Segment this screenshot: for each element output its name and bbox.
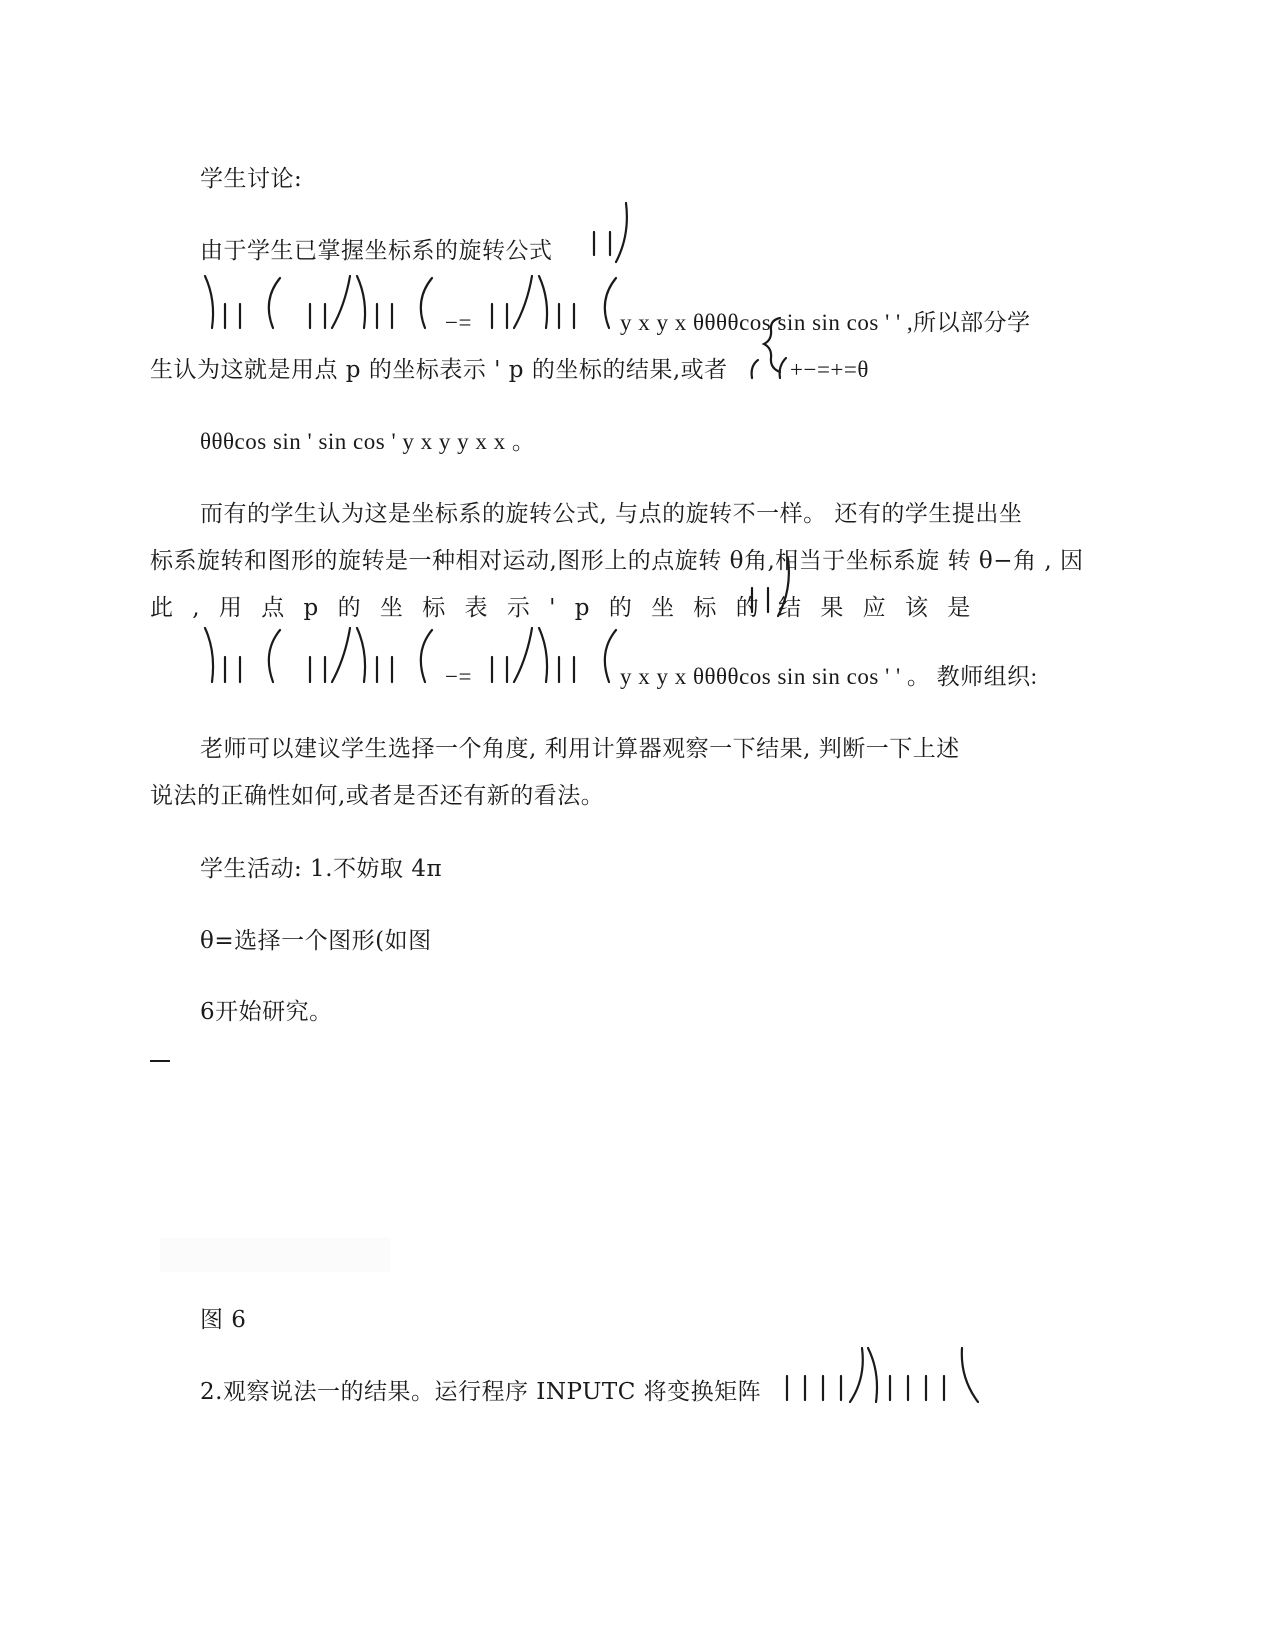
paragraph-line: θ=选择一个图形(如图 — [200, 928, 432, 954]
formula-fragment: y x y x θθθθcos sin sin cos ' ' ,所以部分学 — [620, 310, 1031, 335]
paragraph-line: 2.观察说法一的结果。运行程序 INPUTC 将变换矩阵 — [200, 1379, 762, 1405]
heading-student-discussion: 学生讨论: — [200, 166, 303, 192]
paragraph-line: 此 , 用 点 p 的 坐 标 表 示 ' p 的 坐 标 的 结 果 应 该 是 — [150, 595, 977, 621]
paragraph-line: 学生活动: 1.不妨取 4π — [200, 856, 443, 882]
paragraph-line: 说法的正确性如何,或者是否还有新的看法。 — [150, 783, 605, 809]
paragraph-line: 老师可以建议学生选择一个角度, 利用计算器观察一下结果, 判断一下上述 — [200, 736, 960, 762]
paragraph-line: 标系旋转和图形的旋转是一种相对运动,图形上的点旋转 θ角,相当于坐标系旋 转 θ−角 , 因 — [150, 548, 1084, 574]
paragraph-line: 由于学生已掌握坐标系的旋转公式 — [200, 238, 553, 264]
formula-fragment: −= — [445, 310, 472, 335]
paragraph-line: 生认为这就是用点 p 的坐标表示 ' p 的坐标的结果,或者 — [150, 357, 728, 383]
formula-fragment: +−=+=θ — [790, 357, 869, 382]
paragraph-line: 而有的学生认为这是坐标系的旋转公式, 与点的旋转不一样。 还有的学生提出坐 — [200, 501, 1023, 527]
figure-caption: 图 6 — [200, 1307, 247, 1333]
formula-fragment: θθθcos sin ' sin cos ' y x y y x x 。 — [200, 429, 536, 454]
paragraph-line: 6开始研究。 — [200, 999, 333, 1025]
formula-fragment: −= — [445, 664, 472, 689]
formula-fragment: y x y x θθθθcos sin sin cos ' ' 。 教师组织: — [620, 664, 1038, 689]
